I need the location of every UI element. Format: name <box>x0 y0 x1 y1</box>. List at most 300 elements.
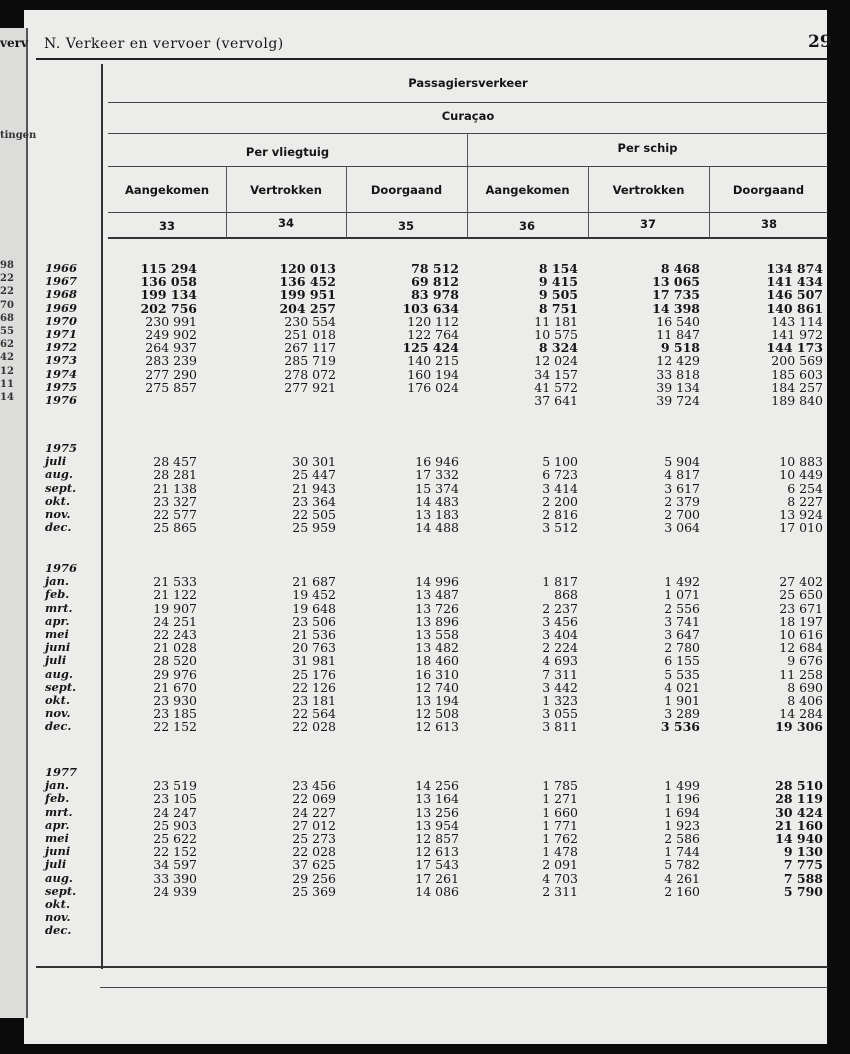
cell-col-33: 25 903 <box>153 817 197 833</box>
row-label: okt. <box>45 692 70 707</box>
air-header: Per vliegtuig <box>245 145 330 159</box>
row-label: 1976 <box>45 392 78 407</box>
col-header-37: Vertrokken <box>612 183 685 197</box>
header-rule <box>36 58 828 60</box>
cell-col-38: 141 434 <box>766 274 823 290</box>
cell-col-33: 24 247 <box>153 804 197 820</box>
row-label: 1977 <box>45 765 78 779</box>
cell-col-38: 17 010 <box>779 520 823 536</box>
cell-col-37: 1 492 <box>664 574 700 590</box>
cell-col-37: 8 468 <box>660 261 700 276</box>
cell-col-34: 21 536 <box>292 626 336 642</box>
cell-col-36: 868 <box>554 587 578 603</box>
cell-col-33: 23 185 <box>153 706 197 722</box>
cell-col-33: 23 519 <box>153 778 197 794</box>
ship-header: Per schip <box>617 141 678 155</box>
cell-col-35: 17 261 <box>415 870 459 886</box>
cell-col-38: 141 972 <box>771 326 823 342</box>
cell-col-35: 12 613 <box>415 844 459 860</box>
cell-col-35: 16 946 <box>415 454 459 470</box>
header-divider <box>226 166 227 238</box>
table-row <box>36 354 828 367</box>
cell-col-35: 14 488 <box>415 520 459 536</box>
table-row <box>36 615 828 628</box>
cell-col-38: 7 775 <box>783 857 823 873</box>
table-row <box>36 872 828 885</box>
table-row <box>36 588 828 601</box>
col-number: 35 <box>397 219 414 233</box>
facing-page-heading: verv <box>0 36 28 50</box>
cell-col-37: 1 923 <box>664 817 700 833</box>
cell-col-35: 13 896 <box>415 613 459 629</box>
header-divider <box>588 166 589 238</box>
cell-col-34: 25 176 <box>292 666 336 682</box>
cell-col-36: 12 024 <box>534 353 578 369</box>
row-label: 1974 <box>45 366 78 381</box>
cell-col-36: 4 703 <box>542 870 578 886</box>
header-line <box>108 166 828 167</box>
cell-col-37: 3 536 <box>660 719 700 735</box>
facing-page-row: 42 <box>0 352 14 364</box>
facing-page-row: 22 <box>0 273 14 285</box>
cell-col-33: 202 756 <box>140 300 197 316</box>
row-label: 1975 <box>45 379 78 394</box>
cell-col-37: 1 901 <box>664 692 700 708</box>
cell-col-34: 251 018 <box>284 326 336 342</box>
cell-col-36: 1 271 <box>542 791 578 807</box>
footer-rule-thin <box>100 987 828 988</box>
cell-col-37: 5 782 <box>664 857 700 873</box>
cell-col-34: 29 256 <box>292 870 336 886</box>
cell-col-38: 146 507 <box>766 287 823 303</box>
row-label: 1975 <box>45 441 78 455</box>
cell-col-33: 136 058 <box>140 274 197 290</box>
cell-col-33: 25 622 <box>153 830 197 846</box>
table-row <box>36 792 828 805</box>
cell-col-36: 34 157 <box>534 366 578 382</box>
cell-col-34: 31 981 <box>292 653 336 669</box>
table-row <box>36 495 828 508</box>
cell-col-38: 23 671 <box>779 600 823 616</box>
cell-col-35: 69 812 <box>411 274 459 290</box>
cell-col-38: 27 402 <box>779 574 823 590</box>
cell-col-33: 29 976 <box>153 666 197 682</box>
cell-col-38: 143 114 <box>771 313 823 329</box>
cell-col-37: 12 429 <box>656 353 700 369</box>
facing-page-row: 68 <box>0 312 14 324</box>
cell-col-34: 136 452 <box>279 274 336 290</box>
cell-col-35: 13 726 <box>415 600 459 616</box>
cell-col-35: 17 332 <box>415 467 459 483</box>
row-label: nov. <box>45 706 71 721</box>
cell-col-33: 28 457 <box>153 454 197 470</box>
cell-col-36: 3 055 <box>542 706 578 722</box>
cell-col-36: 2 237 <box>542 600 578 616</box>
col-header-36: Aangekomen <box>485 183 570 197</box>
cell-col-36: 2 311 <box>542 883 578 899</box>
cell-col-33: 21 138 <box>153 480 197 496</box>
cell-col-33: 22 577 <box>153 506 197 522</box>
cell-col-38: 25 650 <box>779 587 823 603</box>
row-label: nov. <box>45 506 71 521</box>
cell-col-33: 23 105 <box>153 791 197 807</box>
cell-col-35: 13 164 <box>415 791 459 807</box>
col-number: 34 <box>277 216 294 230</box>
facing-page-row: 11 <box>0 378 14 390</box>
cell-col-38: 10 883 <box>779 454 823 470</box>
cell-col-33: 34 597 <box>153 857 197 873</box>
row-label: 1972 <box>45 340 78 355</box>
cell-col-38: 144 173 <box>766 340 823 356</box>
cell-col-33: 277 290 <box>145 366 197 382</box>
col-number: 36 <box>518 219 535 233</box>
cell-col-37: 33 818 <box>656 366 700 382</box>
cell-col-36: 3 512 <box>542 520 578 536</box>
cell-col-34: 22 028 <box>292 719 336 735</box>
cell-col-33: 199 134 <box>140 287 197 303</box>
cell-col-33: 33 390 <box>153 870 197 886</box>
cell-col-36: 37 641 <box>534 392 578 408</box>
cell-col-33: 25 865 <box>153 520 197 536</box>
cell-col-35: 15 374 <box>415 480 459 496</box>
col-number: 33 <box>158 219 175 233</box>
sub-header: Curaçao <box>441 109 495 123</box>
table-row <box>36 482 828 495</box>
cell-col-37: 1 744 <box>664 844 700 860</box>
cell-col-33: 24 939 <box>153 883 197 899</box>
cell-col-38: 185 603 <box>771 366 823 382</box>
cell-col-35: 13 183 <box>415 506 459 522</box>
cell-col-37: 5 535 <box>664 666 700 682</box>
cell-col-38: 10 449 <box>779 467 823 483</box>
cell-col-34: 19 452 <box>292 587 336 603</box>
cell-col-37: 1 499 <box>664 778 700 794</box>
cell-col-34: 277 921 <box>284 379 336 395</box>
running-head: N. Verkeer en vervoer (vervolg) <box>44 36 284 52</box>
cell-col-36: 8 324 <box>538 340 578 356</box>
cell-col-37: 4 021 <box>664 679 700 695</box>
row-label: 1976 <box>45 561 78 575</box>
col-header-38: Doorgaand <box>732 183 805 197</box>
cell-col-34: 22 069 <box>292 791 336 807</box>
cell-col-38: 12 684 <box>779 640 823 656</box>
cell-col-37: 3 617 <box>664 480 700 496</box>
cell-col-37: 1 071 <box>664 587 700 603</box>
facing-page-row: 22 <box>0 286 14 298</box>
row-label: jan. <box>45 778 69 793</box>
facing-page-row: 98 <box>0 260 14 271</box>
cell-col-38: 5 790 <box>783 883 823 899</box>
cell-col-35: 18 460 <box>415 653 459 669</box>
row-label: sept. <box>45 679 77 694</box>
row-label: 1968 <box>45 287 78 302</box>
cell-col-34: 267 117 <box>284 340 336 356</box>
cell-col-37: 14 398 <box>652 300 700 316</box>
cell-col-34: 285 719 <box>284 353 336 369</box>
cell-col-33: 21 028 <box>153 640 197 656</box>
cell-col-38: 30 424 <box>775 804 823 820</box>
cell-col-34: 30 301 <box>292 454 336 470</box>
cell-col-35: 12 740 <box>415 679 459 695</box>
cell-col-34: 25 273 <box>292 830 336 846</box>
cell-col-38: 8 406 <box>787 692 823 708</box>
cell-col-36: 4 693 <box>542 653 578 669</box>
cell-col-38: 200 569 <box>771 353 823 369</box>
cell-col-34: 22 564 <box>292 706 336 722</box>
cell-col-35: 14 256 <box>415 778 459 794</box>
cell-col-33: 24 251 <box>153 613 197 629</box>
table-row <box>36 602 828 615</box>
row-label: aug. <box>45 467 73 482</box>
cell-col-34: 25 369 <box>292 883 336 899</box>
cell-col-35: 13 954 <box>415 817 459 833</box>
table-row <box>36 368 828 381</box>
cell-col-37: 2 160 <box>664 883 700 899</box>
cell-col-33: 23 327 <box>153 493 197 509</box>
table-row <box>36 288 828 301</box>
cell-col-36: 1 762 <box>542 830 578 846</box>
table-block <box>36 262 828 407</box>
table-row <box>36 806 828 819</box>
cell-col-38: 184 257 <box>771 379 823 395</box>
row-label: apr. <box>45 817 70 832</box>
cell-col-34: 23 364 <box>292 493 336 509</box>
table-block <box>36 766 828 937</box>
cell-col-36: 1 817 <box>542 574 578 590</box>
cell-col-35: 120 112 <box>407 313 459 329</box>
cell-col-38: 14 940 <box>775 830 823 846</box>
cell-col-36: 3 442 <box>542 679 578 695</box>
cell-col-34: 19 648 <box>292 600 336 616</box>
row-label: juni <box>45 640 71 655</box>
facing-page-row: 14 <box>0 392 14 403</box>
row-label: juli <box>45 653 67 668</box>
cell-col-35: 16 310 <box>415 666 459 682</box>
table-row <box>36 654 828 667</box>
cell-col-35: 13 558 <box>415 626 459 642</box>
header-line <box>108 102 828 103</box>
cell-col-36: 2 200 <box>542 493 578 509</box>
cell-col-35: 160 194 <box>407 366 459 382</box>
cell-col-36: 9 505 <box>538 287 578 303</box>
table-row <box>36 681 828 694</box>
table-row <box>36 885 828 898</box>
cell-col-37: 9 518 <box>660 340 700 356</box>
row-label: 1966 <box>45 261 78 275</box>
cell-col-35: 12 508 <box>415 706 459 722</box>
facing-page-edge <box>0 28 37 1018</box>
row-label: okt. <box>45 493 70 508</box>
cell-col-33: 23 930 <box>153 692 197 708</box>
cell-col-35: 176 024 <box>407 379 459 395</box>
cell-col-38: 19 306 <box>775 719 823 735</box>
cell-col-33: 21 670 <box>153 679 197 695</box>
cell-col-38: 21 160 <box>775 817 823 833</box>
cell-col-38: 14 284 <box>779 706 823 722</box>
row-label: mrt. <box>45 600 73 615</box>
cell-col-37: 11 847 <box>656 326 700 342</box>
col-header-33: Aangekomen <box>124 183 210 197</box>
cell-col-35: 17 543 <box>415 857 459 873</box>
row-label: dec. <box>45 719 72 734</box>
cell-col-38: 13 924 <box>779 506 823 522</box>
cell-col-34: 27 012 <box>292 817 336 833</box>
row-label: apr. <box>45 613 70 628</box>
header-line <box>108 133 828 134</box>
table-row <box>36 394 828 407</box>
cell-col-37: 1 694 <box>664 804 700 820</box>
header-bottom-line <box>108 237 828 239</box>
row-label: juni <box>45 844 71 859</box>
cell-col-37: 16 540 <box>656 313 700 329</box>
cell-col-38: 9 676 <box>787 653 823 669</box>
cell-col-38: 9 130 <box>783 844 823 860</box>
cell-col-35: 12 857 <box>415 830 459 846</box>
facing-page-row: 12 <box>0 365 14 377</box>
cell-col-35: 122 764 <box>407 326 459 342</box>
cell-col-34: 37 625 <box>292 857 336 873</box>
cell-col-36: 6 723 <box>542 467 578 483</box>
cell-col-37: 2 556 <box>664 600 700 616</box>
cell-col-34: 24 227 <box>292 804 336 820</box>
cell-col-38: 134 874 <box>766 261 823 276</box>
row-label: juli <box>45 454 67 469</box>
cell-col-34: 230 554 <box>284 313 336 329</box>
cell-col-37: 3 064 <box>664 520 700 536</box>
cell-col-38: 8 227 <box>787 493 823 509</box>
cell-col-34: 20 763 <box>292 640 336 656</box>
cell-col-33: 28 281 <box>153 467 197 483</box>
cell-col-37: 4 261 <box>664 870 700 886</box>
col-number: 37 <box>639 217 656 231</box>
cell-col-37: 2 780 <box>664 640 700 656</box>
cell-col-36: 1 660 <box>542 804 578 820</box>
facing-page-col-header: tingen <box>0 130 37 141</box>
row-label: mei <box>45 626 69 641</box>
cell-col-35: 13 194 <box>415 692 459 708</box>
cell-col-38: 10 616 <box>779 626 823 642</box>
row-label: dec. <box>45 923 72 938</box>
cell-col-36: 3 414 <box>542 480 578 496</box>
row-label: juli <box>45 857 67 872</box>
cell-col-36: 3 811 <box>542 719 578 735</box>
facing-page-row: 55 <box>0 326 14 337</box>
cell-col-35: 140 215 <box>407 353 459 369</box>
cell-col-36: 5 100 <box>542 454 578 470</box>
cell-col-37: 2 379 <box>664 493 700 509</box>
table-row <box>36 720 828 733</box>
cell-col-36: 1 785 <box>542 778 578 794</box>
col-number: 38 <box>760 217 777 231</box>
facing-page-row: 70 <box>0 299 14 311</box>
cell-col-33: 283 239 <box>145 353 197 369</box>
cell-col-35: 14 483 <box>415 493 459 509</box>
table-row <box>36 468 828 481</box>
cell-col-37: 3 741 <box>664 613 700 629</box>
table-row <box>36 911 828 924</box>
cell-col-35: 14 996 <box>415 574 459 590</box>
cell-col-34: 22 126 <box>292 679 336 695</box>
facing-page-row: 62 <box>0 339 14 351</box>
cell-col-33: 28 520 <box>153 653 197 669</box>
cell-col-33: 230 991 <box>145 313 197 329</box>
header-line <box>108 212 828 213</box>
table-row <box>36 381 828 394</box>
row-label: 1970 <box>45 313 78 328</box>
cell-col-36: 8 154 <box>538 261 578 276</box>
table-block <box>36 562 828 733</box>
cell-col-33: 275 857 <box>145 379 197 395</box>
row-label: okt. <box>45 896 70 911</box>
row-label: 1967 <box>45 274 78 289</box>
cell-col-34: 278 072 <box>284 366 336 382</box>
cell-col-38: 28 510 <box>775 778 823 794</box>
cell-col-34: 23 506 <box>292 613 336 629</box>
header-divider <box>346 166 347 238</box>
cell-col-36: 2 091 <box>542 857 578 873</box>
table-row <box>36 521 828 534</box>
cell-col-36: 3 456 <box>542 613 578 629</box>
row-label: 1969 <box>45 300 78 315</box>
page-number: 29 <box>808 32 832 52</box>
col-header-34: Vertrokken <box>250 183 322 197</box>
cell-col-38: 6 254 <box>787 480 823 496</box>
cell-col-36: 10 575 <box>534 326 578 342</box>
row-label: mrt. <box>45 804 73 819</box>
row-label: feb. <box>45 587 70 602</box>
cell-col-38: 8 690 <box>787 679 823 695</box>
cell-col-36: 9 415 <box>538 274 578 290</box>
cell-col-37: 6 155 <box>664 653 700 669</box>
cell-col-37: 39 724 <box>656 392 700 408</box>
table-row <box>36 924 828 937</box>
table-block <box>36 442 828 534</box>
cell-col-36: 2 816 <box>542 506 578 522</box>
cell-col-34: 204 257 <box>279 300 336 316</box>
cell-col-35: 103 634 <box>402 300 459 316</box>
cell-col-35: 13 482 <box>415 640 459 656</box>
row-label: nov. <box>45 910 71 925</box>
table-row <box>36 819 828 832</box>
table-row <box>36 302 828 315</box>
cell-col-34: 199 951 <box>279 287 336 303</box>
cell-col-36: 7 311 <box>542 666 578 682</box>
cell-col-34: 25 447 <box>292 467 336 483</box>
row-label: mei <box>45 830 69 845</box>
row-label: sept. <box>45 883 77 898</box>
cell-col-35: 12 613 <box>415 719 459 735</box>
cell-col-35: 13 256 <box>415 804 459 820</box>
cell-col-37: 3 289 <box>664 706 700 722</box>
cell-col-37: 13 065 <box>652 274 700 290</box>
cell-col-37: 2 586 <box>664 830 700 846</box>
table-row <box>36 668 828 681</box>
row-label: 1973 <box>45 353 78 368</box>
cell-col-34: 23 181 <box>292 692 336 708</box>
row-label: dec. <box>45 520 72 535</box>
cell-col-37: 39 134 <box>656 379 700 395</box>
cell-col-37: 17 735 <box>652 287 700 303</box>
cell-col-36: 41 572 <box>534 379 578 395</box>
cell-col-33: 22 152 <box>153 719 197 735</box>
row-label: jan. <box>45 574 69 589</box>
cell-col-35: 83 978 <box>411 287 459 303</box>
cell-col-35: 78 512 <box>411 261 459 276</box>
cell-col-36: 1 323 <box>542 692 578 708</box>
cell-col-36: 1 478 <box>542 844 578 860</box>
cell-col-38: 189 840 <box>771 392 823 408</box>
cell-col-33: 115 294 <box>140 261 197 276</box>
